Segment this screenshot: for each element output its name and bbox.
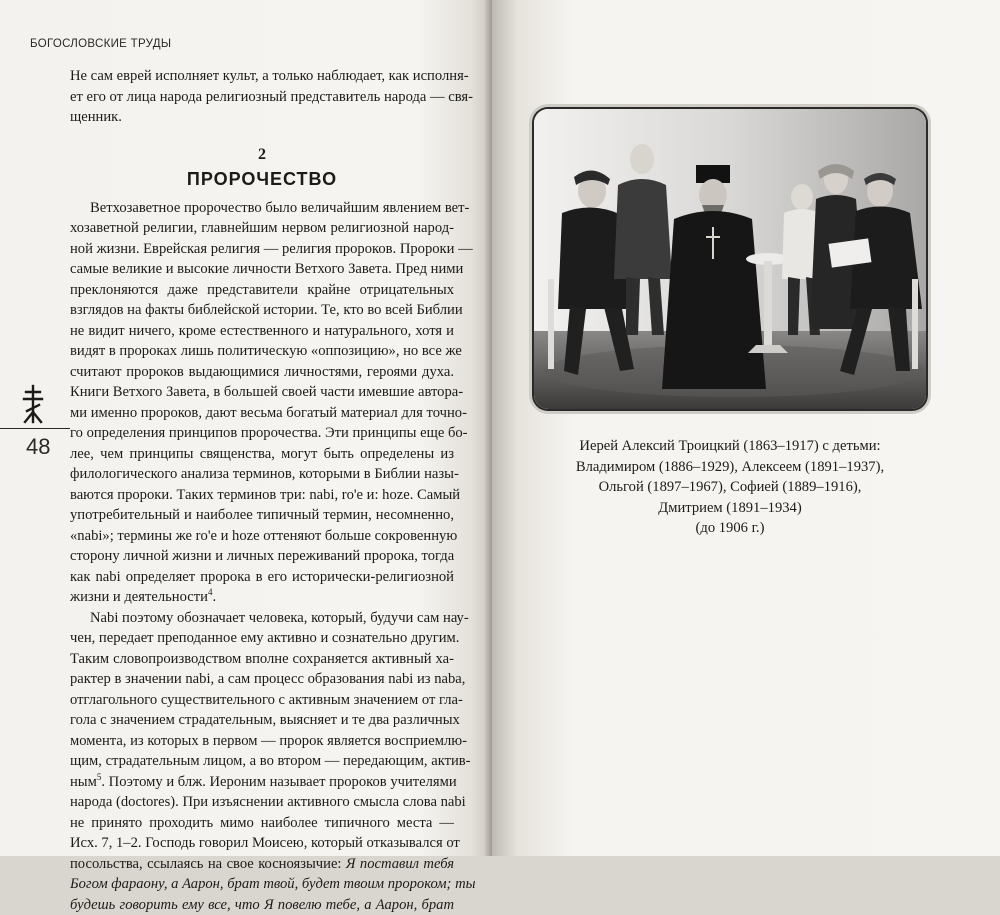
text-line: ми именно пророков, дают весьма богатый материал для точно- <box>70 403 454 424</box>
text-line: филологического анализа терминов, которыми в Библии назы- <box>70 464 454 485</box>
text-fragment: . Поэтому и блж. Иероним называет пророков учителями <box>101 774 456 790</box>
caption-line: Ольгой (1897–1967), Софией (1889–1916), <box>540 477 920 498</box>
text-fragment: ным <box>70 774 97 790</box>
chapter-number: 2 <box>70 144 454 166</box>
text-line: отглагольного существительного с активным значением от гла- <box>70 690 454 711</box>
main-text <box>70 66 454 915</box>
text-line: не видит ничего, кроме естественного и натурального, хотя и <box>70 321 454 342</box>
text-line: Книги Ветхого Завета, в большей своей части имевшие автора- <box>70 382 454 403</box>
footnote-ref[interactable]: 4 <box>208 587 213 597</box>
text-line: рактер в значении nabi, а сам процесс образования nabi из naba, <box>70 669 454 690</box>
family-portrait-photo <box>534 109 926 409</box>
text-line: народа (doctores). При изъяснении активного смысла слова nabi <box>70 792 454 813</box>
text-line: чен, передает преподанное ему активно и сознательно другим. <box>70 628 454 649</box>
text-line: Nabi поэтому обозначает человека, который, будучи сам нау- <box>70 608 454 629</box>
caption-line: (до 1906 г.) <box>540 518 920 539</box>
quote-fragment: Я поставил тебя <box>346 856 454 872</box>
paragraph-nabi <box>70 608 454 915</box>
text-line: не принято проходить мимо наиболее типичного места — <box>70 813 454 834</box>
text-line: Не сам еврей исполняет культ, а только наблюдает, как исполня- <box>70 66 454 87</box>
running-head: БОГОСЛОВСКИЕ ТРУДЫ <box>30 38 171 50</box>
intro-paragraph <box>70 66 454 128</box>
caption-line: Иерей Алексий Троицкий (1863–1917) с детьми: <box>540 436 920 457</box>
text-fragment: посольства, ссылаясь на свое косноязычие: <box>70 856 341 872</box>
text-line <box>70 772 454 793</box>
text-line: жизни и деятельности$^4$. <box>70 587 454 608</box>
text-line: сторону личной жизни и личных переживаний пророка, тогда <box>70 546 454 567</box>
text-line: Таким словопроизводством вполне сохраняется активный ха- <box>70 649 454 670</box>
text-fragment: жизни и деятельности <box>70 589 208 605</box>
text-line <box>70 854 454 875</box>
quote-line: будешь говорить ему все, что Я повелю тебе, а Аарон, брат <box>70 895 454 915</box>
text-line: ет его от лица народа религиозный представитель народа — свя- <box>70 87 454 108</box>
left-page <box>0 0 492 856</box>
text-line: гола с значением страдательным, выясняет и те два различных <box>70 710 454 731</box>
text-line: лее, чем принципы священства, могут быть определены из <box>70 444 454 465</box>
page-number-rule <box>0 428 70 429</box>
text-line: момента, из которых в первом — пророк является восприемлю- <box>70 731 454 752</box>
paragraph-prophecy <box>70 198 454 608</box>
text-line: самые великие и высокие личности Ветхого Завета. Пред ними <box>70 259 454 280</box>
text-line: щим, страдательным лицом, а во втором — передающим, актив- <box>70 751 454 772</box>
text-line: ной жизни. Еврейская религия — религия пророков. Пророки — <box>70 239 454 260</box>
text-line: хозаветной религии, главнейшим нервом религиозной народ- <box>70 218 454 239</box>
text-line: «nabi»; термины же ro'e и hoze оттеняют больше сокровенную <box>70 526 454 547</box>
chapter-heading <box>70 144 454 192</box>
quote-line: Богом фараону, а Аарон, брат твой, будет твоим пророком; ты <box>70 874 454 895</box>
photo-image <box>534 109 926 409</box>
caption-line: Дмитрием (1891–1934) <box>540 498 920 519</box>
text-line: взглядов на факты библейской истории. Те, кто во всей Библии <box>70 300 454 321</box>
text-line: употребительный и наиболее типичный термин, несомненно, <box>70 505 454 526</box>
text-line: преклоняются даже представители крайне отрицательных <box>70 280 454 301</box>
caption-line: Владимиром (1886–1929), Алексеем (1891–1937), <box>540 457 920 478</box>
photo-caption <box>540 436 920 539</box>
chapter-title: ПРОРОЧЕСТВО <box>70 166 454 192</box>
text-line: считают пророков выдающимися личностями, героями духа. <box>70 362 454 383</box>
footnote-ref[interactable]: 5 <box>97 772 102 782</box>
text-line: Ветхозаветное пророчество было величайшим явлением вет- <box>70 198 454 219</box>
text-line: Исх. 7, 1–2. Господь говорил Моисею, который отказывался от <box>70 833 454 854</box>
page-number: 48 <box>26 434 50 460</box>
text-line: как nabi определяет пророка в его исторически-религиозной <box>70 567 454 588</box>
text-line: го определения принципов пророчества. Эти принципы еще бо- <box>70 423 454 444</box>
text-line: щенник. <box>70 107 454 128</box>
text-line: ваются пророки. Таких терминов три: nabi, ro'e и: hoze. Самый <box>70 485 454 506</box>
cross-emblem-icon <box>22 384 44 424</box>
text-line: видят в пророках лишь политическую «оппозицию», но все же <box>70 341 454 362</box>
